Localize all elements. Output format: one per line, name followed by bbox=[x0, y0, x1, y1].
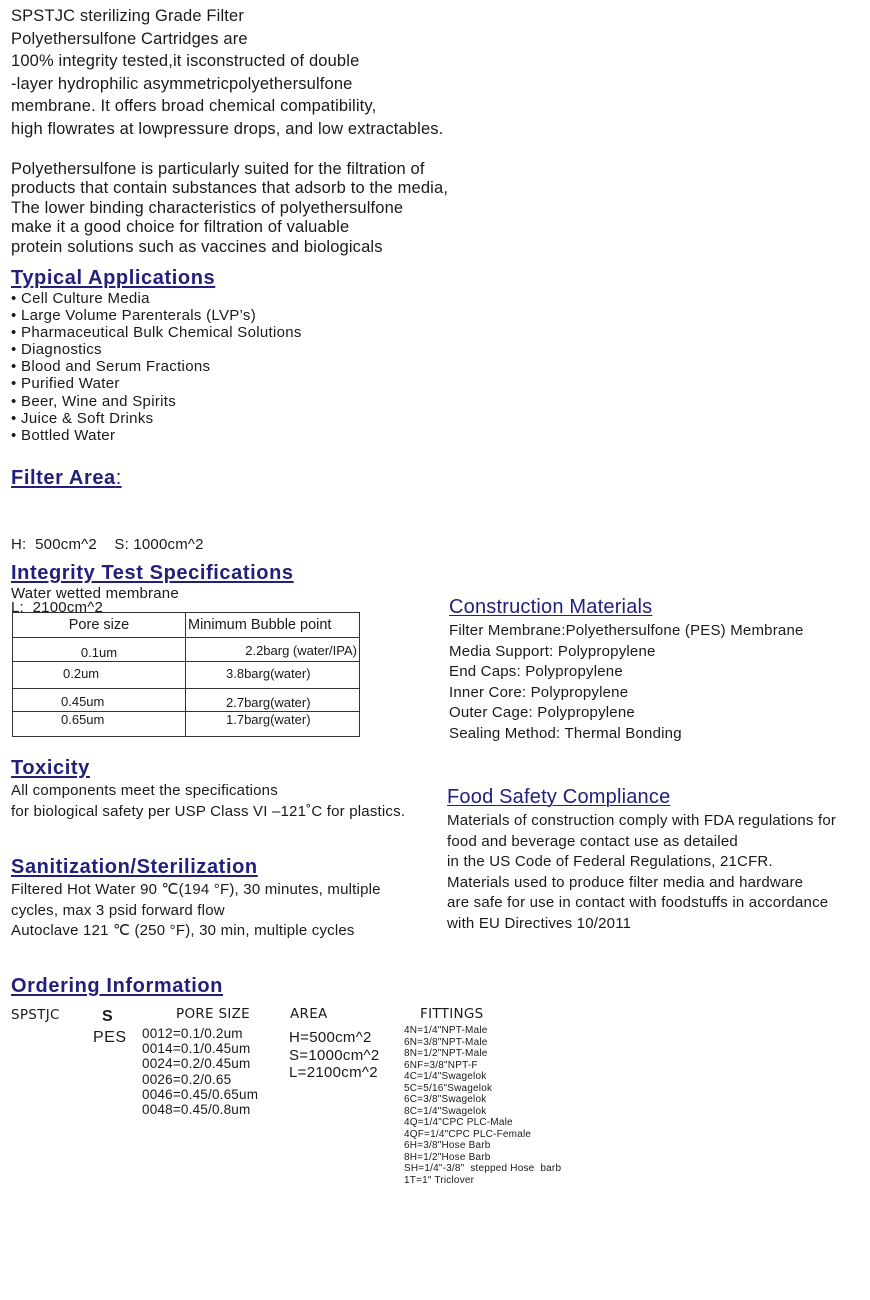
table-header-pore-size: Pore size bbox=[13, 613, 186, 638]
sanitization-line: Autoclave 121 ℃ (250 °F), 30 min, multiple cycles bbox=[11, 922, 355, 939]
table-header-bubble-point: Minimum Bubble point bbox=[186, 613, 360, 638]
filter-area-heading-row bbox=[11, 467, 122, 490]
ordering-fittings-header: FITTINGS bbox=[420, 1006, 484, 1022]
intro-line: Polyethersulfone Cartridges are bbox=[11, 29, 248, 48]
pore-size-option: 0048=0.45/0.8um bbox=[142, 1102, 251, 1118]
list-item: • Juice & Soft Drinks bbox=[11, 409, 154, 427]
table-row bbox=[13, 712, 360, 737]
food-safety-line: food and beverage contact use as detailed bbox=[447, 832, 738, 850]
pore-size-cell: 0.2um bbox=[13, 662, 186, 689]
construction-line: Outer Cage: Polypropylene bbox=[449, 704, 635, 721]
ordering-fittings-list bbox=[404, 1025, 561, 1186]
list-item: • Pharmaceutical Bulk Chemical Solutions bbox=[11, 324, 302, 342]
list-item: • Purified Water bbox=[11, 375, 120, 393]
sanitization-line: cycles, max 3 psid forward flow bbox=[11, 901, 225, 919]
ordering-membrane-code: S bbox=[102, 1008, 113, 1025]
integrity-table bbox=[12, 612, 360, 737]
ordering-model: SPSTJC bbox=[11, 1007, 60, 1023]
pes-line: make it a good choice for filtration of valuable bbox=[11, 218, 350, 237]
pore-size-option: 0026=0.2/0.65 bbox=[142, 1071, 232, 1087]
fitting-option: 5C=5/16"Swagelok bbox=[404, 1082, 493, 1094]
filter-area-line: H: 500cm^2 S: 1000cm^2 bbox=[11, 536, 204, 553]
list-item: • Bottled Water bbox=[11, 426, 116, 444]
toxicity-line: All components meet the specifications bbox=[11, 782, 278, 799]
bubble-point-cell: 2.7barg(water) bbox=[186, 689, 360, 712]
sanitization-text bbox=[11, 880, 381, 942]
pore-size-option: 0024=0.2/0.45um bbox=[142, 1056, 251, 1072]
pore-size-option: 0012=0.1/0.2um bbox=[142, 1026, 243, 1041]
integrity-subtitle: Water wetted membrane bbox=[11, 585, 179, 602]
fitting-option: 4N=1/4"NPT-Male bbox=[404, 1025, 488, 1036]
fitting-option: 6N=3/8"NPT-Male bbox=[404, 1036, 488, 1048]
pes-paragraph bbox=[11, 160, 448, 257]
integrity-table-wrap bbox=[12, 612, 360, 737]
sanitization-heading: Sanitization/Sterilization bbox=[11, 856, 258, 878]
construction-line: Inner Core: Polypropylene bbox=[449, 683, 629, 701]
fitting-option: 1T=1" Triclover bbox=[404, 1174, 475, 1186]
food-safety-line: with EU Directives 10/2011 bbox=[447, 914, 632, 932]
fitting-option: SH=1/4"-3/8" stepped Hose barb bbox=[404, 1163, 562, 1174]
list-item: • Beer, Wine and Spirits bbox=[11, 392, 177, 410]
list-item: • Cell Culture Media bbox=[11, 290, 150, 307]
pore-size-cell: 0.65um bbox=[13, 712, 186, 737]
fitting-option: 8N=1/2"NPT-Male bbox=[404, 1048, 488, 1059]
intro-line: membrane. It offers broad chemical compatibility, bbox=[11, 97, 377, 115]
food-safety-line: in the US Code of Federal Regulations, 21CFR. bbox=[447, 853, 773, 870]
pes-line: protein solutions such as vaccines and biologicals bbox=[11, 237, 383, 256]
fitting-option: 4QF=1/4"CPC PLC-Female bbox=[404, 1128, 532, 1140]
pore-size-cell: 0.45um bbox=[13, 689, 186, 712]
toxicity-text bbox=[11, 781, 405, 822]
applications-list bbox=[11, 290, 302, 444]
ordering-membrane-name: PES bbox=[93, 1029, 127, 1046]
area-option: S=1000cm^2 bbox=[289, 1046, 380, 1064]
construction-line: End Caps: Polypropylene bbox=[449, 663, 623, 680]
ordering-pore-size-list bbox=[142, 1026, 258, 1117]
food-safety-line: Materials used to produce filter media and hardware bbox=[447, 873, 804, 891]
toxicity-line: for biological safety per USP Class VI –121˚C for plastics. bbox=[11, 802, 406, 820]
food-safety-line: are safe for use in contact with foodstuffs in accordance bbox=[447, 894, 829, 911]
construction-list bbox=[449, 621, 804, 744]
food-safety-heading: Food Safety Compliance bbox=[447, 786, 671, 808]
pes-line: The lower binding characteristics of polyethersulfone bbox=[11, 198, 404, 217]
area-option: H=500cm^2 bbox=[289, 1029, 372, 1046]
filter-area-heading: Filter Area bbox=[11, 467, 116, 489]
filter-area-line: L: 2100cm^2 bbox=[11, 599, 103, 616]
intro-line: -layer hydrophilic asymmetricpolyethersulfone bbox=[11, 74, 353, 93]
food-safety-text bbox=[447, 811, 836, 934]
construction-heading: Construction Materials bbox=[449, 596, 653, 618]
construction-line: Filter Membrane:Polyethersulfone (PES) Membrane bbox=[449, 622, 804, 639]
ordering-heading: Ordering Information bbox=[11, 975, 223, 997]
fitting-option: 8H=1/2"Hose Barb bbox=[404, 1151, 491, 1163]
ordering-area-header: AREA bbox=[290, 1006, 328, 1022]
sanitization-line: Filtered Hot Water 90 ℃(194 °F), 30 minutes, multiple bbox=[11, 881, 381, 898]
fitting-option: 6NF=3/8"NPT-F bbox=[404, 1059, 478, 1071]
fitting-option: 4C=1/4"Swagelok bbox=[404, 1071, 487, 1082]
food-safety-line: Materials of construction comply with FDA regulations for bbox=[447, 812, 837, 829]
pore-size-cell: 0.1um bbox=[13, 638, 186, 662]
table-row bbox=[13, 689, 360, 712]
integrity-heading: Integrity Test Specifications bbox=[11, 562, 294, 584]
construction-line: Media Support: Polypropylene bbox=[449, 642, 656, 660]
bubble-point-cell: 2.2barg (water/IPA) bbox=[186, 638, 360, 662]
filter-area-colon: : bbox=[115, 467, 122, 489]
construction-line: Sealing Method: Thermal Bonding bbox=[449, 724, 682, 742]
pes-line: Polyethersulfone is particularly suited for the filtration of bbox=[11, 160, 425, 178]
list-item: • Diagnostics bbox=[11, 341, 102, 359]
intro-line: high flowrates at lowpressure drops, and low extractables. bbox=[11, 119, 444, 138]
ordering-pore-size-header: PORE SIZE bbox=[176, 1006, 250, 1022]
ordering-area-list bbox=[289, 1029, 380, 1082]
pore-size-option: 0046=0.45/0.65um bbox=[142, 1086, 259, 1102]
table-row bbox=[13, 638, 360, 662]
fitting-option: 8C=1/4"Swagelok bbox=[404, 1105, 487, 1117]
intro-paragraph bbox=[11, 5, 443, 140]
fitting-option: 4Q=1/4"CPC PLC-Male bbox=[404, 1117, 513, 1128]
table-row bbox=[13, 662, 360, 689]
intro-line: SPSTJC sterilizing Grade Filter bbox=[11, 7, 244, 25]
applications-heading: Typical Applications bbox=[11, 267, 216, 289]
list-item: • Blood and Serum Fractions bbox=[11, 358, 211, 376]
intro-line: 100% integrity tested,it isconstructed of double bbox=[11, 52, 360, 70]
pes-line: products that contain substances that adsorb to the media, bbox=[11, 179, 449, 198]
bubble-point-cell: 1.7barg(water) bbox=[186, 712, 360, 737]
area-option: L=2100cm^2 bbox=[289, 1064, 378, 1081]
list-item: • Large Volume Parenterals (LVP’s) bbox=[11, 307, 257, 325]
fitting-option: 6C=3/8"Swagelok bbox=[404, 1094, 487, 1105]
table-header-row bbox=[13, 613, 360, 638]
bubble-point-cell: 3.8barg(water) bbox=[186, 662, 360, 689]
pore-size-option: 0014=0.1/0.45um bbox=[142, 1041, 251, 1057]
fitting-option: 6H=3/8"Hose Barb bbox=[404, 1140, 491, 1151]
toxicity-heading: Toxicity bbox=[11, 757, 90, 779]
